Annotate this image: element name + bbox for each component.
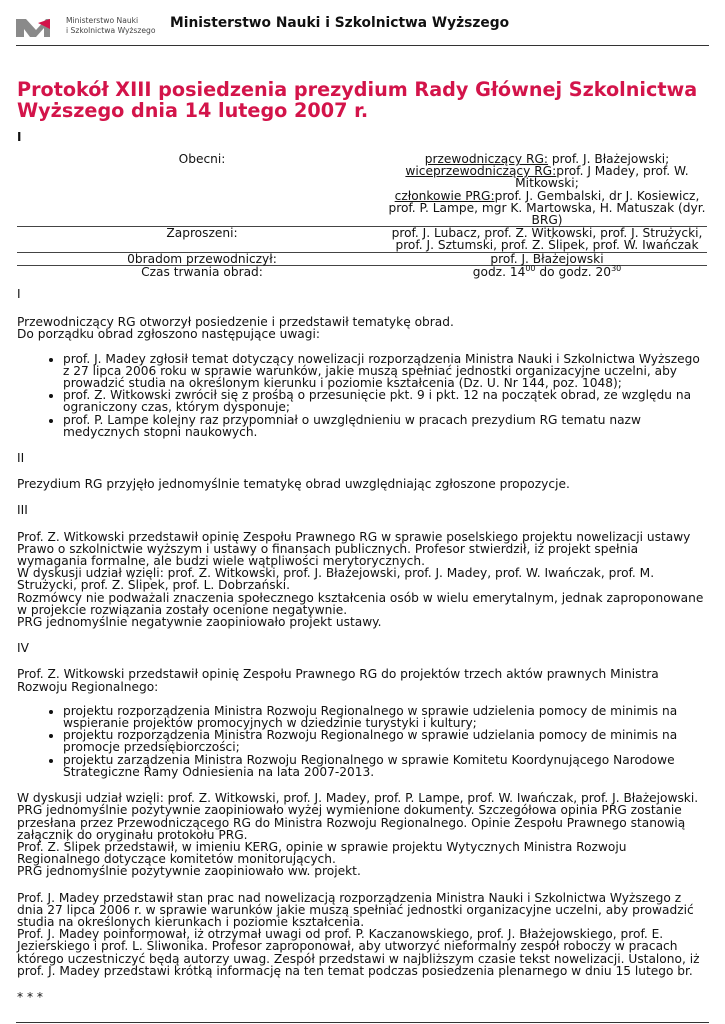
list-item: • projektu rozporządzenia Ministra Rozwoju Regionalnego w sprawie udzielenia pomocy de minimis na wspieranie projektów promocyjnych w dziedzinie turystyki i kultury; [63, 705, 707, 729]
section-4-paragraph-7: Prof. J. Madey poinformował, iż otrzymał uwagi od prof. P. Kaczanowskiego, prof. J. Błażejowskiego, prof. E. Jezierskiego i prof. L. Śliwonika. Profesor zaproponował, aby utworzyć nieformalny zespół roboczy w pracach którego uczestniczyć będą autorzy uwag. Zespół przedstawi w najbliższym czasie tekst nowelizacji. Ustalono, iż prof. J. Madey przedstawi krótką informację na ten temat podczas posiedzenia plenarnego w dniu 15 lutego br. [17, 927, 700, 978]
section-1-paragraph-1: Przewodniczący RG otworzył posiedzenie i przedstawił tematykę obrad. [17, 315, 454, 330]
list-item: • prof. Z. Witkowski zwrócił się z prośbą o przesunięcie pkt. 9 i pkt. 12 na początek obrad, ze względu na ograniczony czas, którym dysponuje; [63, 389, 707, 413]
section-3-paragraph-1: Prof. Z. Witkowski przedstawił opinię Zespołu Prawnego RG w sprawie poselskiego projektu nowelizacji ustawy Prawo o szkolnictwie wyższym i ustawy o finansach publicznych. Profesor stwierdził, iż projekt spełnia wymagania formalne, ale budzi wiele wątpliwości merytorycznych. [17, 529, 691, 569]
list-item: • prof. P. Lampe kolejny raz przypomniał o uwzględnieniu w pracach prezydium RG tematu nazw medycznych stopni naukowych. [63, 414, 707, 438]
members-role: członkowie PRG: [394, 188, 495, 203]
present-row [17, 153, 707, 227]
section-1-paragraph-2: Do porządku obrad zgłoszono następujące uwagi: [17, 327, 320, 342]
duration-value [387, 265, 707, 278]
duration-end-minutes: 30 [611, 263, 622, 273]
section-marker-top: I [17, 130, 22, 144]
present-label: Obecni: [178, 152, 226, 166]
section-1-list [17, 353, 707, 438]
section-3-numeral: III [17, 503, 28, 518]
list-item: • projektu zarządzenia Ministra Rozwoju Regionalnego w sprawie Komitetu Koordynującego Narodowe Strategiczne Ramy Odniesienia na lata 2007-2013. [63, 754, 707, 778]
section-4-paragraph-6: Prof. J. Madey przedstawił stan prac nad nowelizacją rozporządzenia Ministra Nauki i Szkolnictwa Wyższego z dnia 27 lipca 2006 r. w sprawie warunków jakie muszą spełniać jednostki organizacyjne uczelni, aby prowadzić studia na określonych kierunkach i poziomie kształcenia. [17, 890, 694, 929]
section-4-numeral: IV [17, 641, 29, 656]
chairing-label: 0bradom przewodniczył: [17, 252, 387, 265]
document-title: Protokół XIII posiedzenia prezydium Rady Głównej Szkolnictwa Wyższego dnia 14 lutego 2007 r. [17, 78, 698, 122]
section-3-paragraph-3: Rozmówcy nie podważali znaczenia społecznego kształcenia osób w wielu emerytalnym, jednak zaproponowane w projekcie rozwiązania zostały ocenione negatywnie. [17, 590, 704, 617]
chairing-name: prof. J. Błażejowski [387, 252, 707, 265]
section-4-paragraph-4: Prof. Z. Ślipek przedstawił, w imieniu KERG, opinie w sprawie projektu Wytycznych Ministra Rozwoju Regionalnego dotyczące komitetów monitorujących. [17, 839, 627, 867]
attendance-table [17, 153, 707, 278]
invited-row [17, 227, 707, 252]
chairing-row [17, 252, 707, 265]
section-4-paragraph-2: W dyskusji udział wzięli: prof. Z. Witkowski, prof. J. Madey, prof. P. Lampe, prof. W. Iwańczak, prof. J. Błażejowski. [17, 791, 699, 806]
section-4-list [17, 705, 707, 778]
section-4-paragraph-3: PRG jednomyślnie pozytywnie zaopiniowało wyżej wymienione dokumenty. Szczegółowa opinia PRG zostanie przesłana przez Przewodniczącego RG do Ministra Rozwoju Regionalnego. Opinie Zespołu Prawnego stanowią załącznik do oryginału protokołu PRG. [17, 803, 686, 842]
duration-row [17, 265, 707, 278]
vice-name: prof. J Madey, prof. W. Mitkowski; [515, 164, 689, 191]
ministry-logo [16, 14, 156, 40]
duration-start-minutes: 00 [525, 263, 536, 273]
section-2-paragraph-1: Prezydium RG przyjęło jednomyślnie tematykę obrad uwzględniając zgłoszone propozycje. [17, 477, 570, 492]
protocol-body [17, 288, 707, 1003]
section-4-paragraph-1: Prof. Z. Witkowski przedstawił opinię Zespołu Prawnego RG do projektów trzech aktów prawnych Ministra Rozwoju Regionalnego: [17, 667, 659, 694]
chair-role: przewodniczący RG: [424, 152, 549, 166]
list-item: • projektu rozporządzenia Ministra Rozwoju Regionalnego w sprawie udzielania pomocy de minimis na promocje przedsiębiorczości; [63, 729, 707, 753]
list-item: • prof. J. Madey zgłosił temat dotyczący nowelizacji rozporządzenia Ministra Nauki i Szkolnictwa Wyższego z 27 lipca 2006 roku w sprawie warunków, jakie muszą spełniać jednostki organizacyjne uczelni, aby prowadzić studia na określonym kierunku i poziomie kształcenia (Dz. U. Nr 144, poz. 1048); [63, 353, 707, 390]
page-header [0, 0, 725, 46]
footer-divider [16, 1022, 709, 1023]
logo-line1: Ministerstwo Nauki [66, 16, 139, 25]
invited-label: Zaproszeni: [17, 227, 387, 252]
closing-asterisks: * * * [17, 989, 44, 1004]
duration-mid: do godz. 20 [535, 264, 612, 279]
duration-label: Czas trwania obrad: [17, 265, 387, 278]
members-names: prof. J. Gembalski, dr J. Kosiewicz, prof. P. Lampe, mgr K. Martowska, H. Matuszak (dyr. BRG) [388, 188, 706, 228]
duration-prefix: godz. 14 [472, 264, 526, 279]
section-3-paragraph-4: PRG jednomyślnie negatywnie zaopiniowało projekt ustawy. [17, 615, 382, 630]
invited-names: prof. J. Lubacz, prof. Z. Witkowski, prof. J. Strużycki, prof. J. Sztumski, prof. Z. Ślipek, prof. W. Iwańczak [387, 227, 707, 252]
section-1-numeral: I [17, 287, 21, 301]
section-4-paragraph-5: PRG jednomyślnie pozytywnie zaopiniowało ww. projekt. [17, 864, 361, 879]
chair-name: prof. J. Błażejowski; [548, 152, 670, 166]
present-value [387, 153, 707, 227]
ministry-logo-icon [16, 17, 56, 37]
logo-line2: i Szkolnictwa Wyższego [66, 26, 156, 35]
logo-text [66, 16, 156, 36]
section-3-paragraph-2: W dyskusji udział wzięli: prof. Z. Witkowski, prof. J. Błażejowski, prof. J. Madey, prof. W. Iwańczak, prof. M. Strużycki, prof. Z. Ślipek, prof. L. Dobrzański. [17, 566, 655, 593]
header-title: Ministerstwo Nauki i Szkolnictwa Wyższego [170, 15, 510, 31]
header-divider [16, 45, 709, 46]
vice-role: wiceprzewodniczący RG: [405, 164, 557, 179]
section-2-numeral: II [17, 451, 25, 466]
